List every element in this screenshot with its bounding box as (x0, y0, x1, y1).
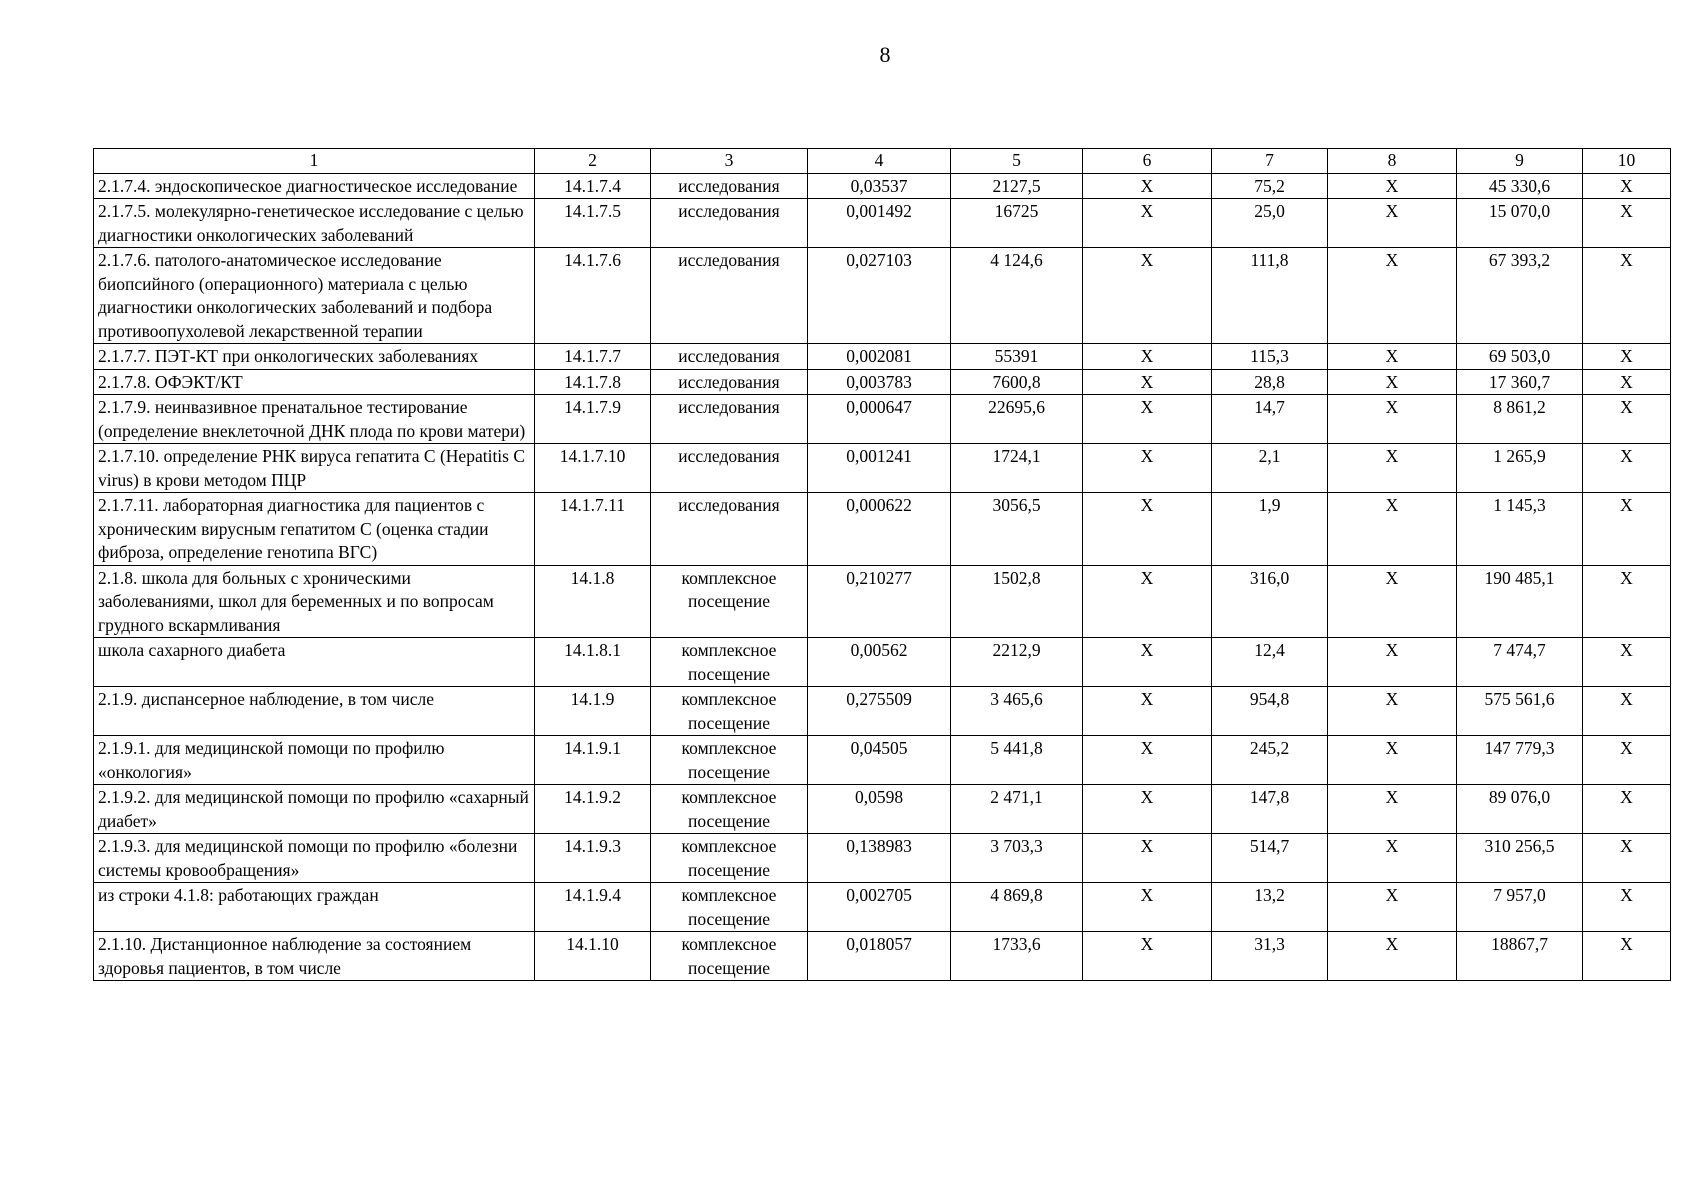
table-cell-col-7: 14,7 (1212, 395, 1328, 444)
table-cell-col-7: 31,3 (1212, 932, 1328, 981)
column-header-5: 5 (951, 149, 1083, 174)
table-cell-col-10: Х (1583, 638, 1671, 687)
table-cell-col-10: Х (1583, 199, 1671, 248)
table-cell-col-6: Х (1083, 932, 1212, 981)
table-row (94, 395, 1671, 444)
table-cell-col-4: 0,002081 (808, 344, 951, 370)
page-number: 8 (879, 42, 891, 67)
table-cell-col-8: Х (1328, 444, 1457, 493)
table-cell-col-2: 14.1.7.7 (535, 344, 651, 370)
table-cell-col-4: 0,000622 (808, 493, 951, 566)
table-row (94, 883, 1671, 932)
table-cell-col-4: 0,001241 (808, 444, 951, 493)
table-cell-col-10: Х (1583, 369, 1671, 395)
table-cell-col-5: 7600,8 (951, 369, 1083, 395)
table-cell-col-2: 14.1.8 (535, 565, 651, 638)
table-row (94, 736, 1671, 785)
table-cell-col-5: 22695,6 (951, 395, 1083, 444)
table-cell-col-2: 14.1.9.4 (535, 883, 651, 932)
table-cell-col-3: исследования (651, 369, 808, 395)
table-cell-col-2: 14.1.7.4 (535, 173, 651, 199)
table-cell-col-4: 0,00562 (808, 638, 951, 687)
table-cell-col-8: Х (1328, 785, 1457, 834)
table-cell-col-7: 316,0 (1212, 565, 1328, 638)
table-cell-col-4: 0,03537 (808, 173, 951, 199)
column-header-8: 8 (1328, 149, 1457, 174)
table-row (94, 173, 1671, 199)
table-cell-col-5: 3 465,6 (951, 687, 1083, 736)
table-cell-col-5: 3056,5 (951, 493, 1083, 566)
table-cell-col-3: исследования (651, 493, 808, 566)
table-cell-col-7: 13,2 (1212, 883, 1328, 932)
table-cell-col-5: 2212,9 (951, 638, 1083, 687)
table-cell-col-5: 1724,1 (951, 444, 1083, 493)
table-cell-col-7: 2,1 (1212, 444, 1328, 493)
table-cell-col-3: исследования (651, 199, 808, 248)
table-cell-col-2: 14.1.7.10 (535, 444, 651, 493)
table-cell-col-8: Х (1328, 932, 1457, 981)
table-cell-col-9: 575 561,6 (1457, 687, 1583, 736)
table-row (94, 932, 1671, 981)
column-header-9: 9 (1457, 149, 1583, 174)
table-cell-col-8: Х (1328, 344, 1457, 370)
table-cell-col-1: 2.1.9.1. для медицинской помощи по профилю «онкология» (94, 736, 535, 785)
table-cell-col-3: комплексное посещение (651, 565, 808, 638)
table-cell-col-2: 14.1.7.5 (535, 199, 651, 248)
table-cell-col-3: исследования (651, 395, 808, 444)
table-cell-col-5: 2127,5 (951, 173, 1083, 199)
table-cell-col-4: 0,027103 (808, 248, 951, 344)
table-cell-col-7: 75,2 (1212, 173, 1328, 199)
table-cell-col-5: 5 441,8 (951, 736, 1083, 785)
table-cell-col-6: Х (1083, 248, 1212, 344)
table-cell-col-9: 17 360,7 (1457, 369, 1583, 395)
table-cell-col-8: Х (1328, 369, 1457, 395)
table-cell-col-4: 0,0598 (808, 785, 951, 834)
table-cell-col-3: исследования (651, 248, 808, 344)
table-cell-col-10: Х (1583, 493, 1671, 566)
table-cell-col-9: 1 265,9 (1457, 444, 1583, 493)
column-header-3: 3 (651, 149, 808, 174)
table-cell-col-2: 14.1.9.2 (535, 785, 651, 834)
table-cell-col-10: Х (1583, 736, 1671, 785)
table-cell-col-1: 2.1.7.4. эндоскопическое диагностическое исследование (94, 173, 535, 199)
table-cell-col-2: 14.1.10 (535, 932, 651, 981)
table-cell-col-7: 245,2 (1212, 736, 1328, 785)
table-cell-col-5: 16725 (951, 199, 1083, 248)
table-row (94, 565, 1671, 638)
table-cell-col-3: комплексное посещение (651, 687, 808, 736)
table-cell-col-10: Х (1583, 687, 1671, 736)
table-cell-col-3: исследования (651, 344, 808, 370)
table-cell-col-2: 14.1.9.3 (535, 834, 651, 883)
table-cell-col-4: 0,002705 (808, 883, 951, 932)
table-cell-col-10: Х (1583, 173, 1671, 199)
table-cell-col-1: 2.1.7.9. неинвазивное пренатальное тестирование (определение внеклеточной ДНК плода по крови матери) (94, 395, 535, 444)
table-cell-col-9: 1 145,3 (1457, 493, 1583, 566)
table-cell-col-6: Х (1083, 638, 1212, 687)
table-cell-col-1: 2.1.7.11. лабораторная диагностика для пациентов с хроническим вирусным гепатитом С (оценка стадии фиброза, определение генотипа ВГС) (94, 493, 535, 566)
table-cell-col-8: Х (1328, 173, 1457, 199)
table-row (94, 834, 1671, 883)
table-cell-col-6: Х (1083, 883, 1212, 932)
table-cell-col-10: Х (1583, 344, 1671, 370)
table-cell-col-4: 0,04505 (808, 736, 951, 785)
table-row (94, 444, 1671, 493)
table-cell-col-3: комплексное посещение (651, 834, 808, 883)
table-cell-col-3: комплексное посещение (651, 638, 808, 687)
table-cell-col-9: 15 070,0 (1457, 199, 1583, 248)
table-cell-col-6: Х (1083, 565, 1212, 638)
table-cell-col-10: Х (1583, 785, 1671, 834)
table-cell-col-1: 2.1.10. Дистанционное наблюдение за состоянием здоровья пациентов, в том числе (94, 932, 535, 981)
table-cell-col-6: Х (1083, 199, 1212, 248)
table-cell-col-4: 0,138983 (808, 834, 951, 883)
table-cell-col-10: Х (1583, 444, 1671, 493)
table-cell-col-7: 1,9 (1212, 493, 1328, 566)
table-cell-col-2: 14.1.7.6 (535, 248, 651, 344)
table-cell-col-10: Х (1583, 395, 1671, 444)
table-cell-col-9: 7 957,0 (1457, 883, 1583, 932)
table-cell-col-7: 111,8 (1212, 248, 1328, 344)
table-cell-col-1: школа сахарного диабета (94, 638, 535, 687)
table-row (94, 638, 1671, 687)
table-cell-col-7: 28,8 (1212, 369, 1328, 395)
table-cell-col-1: 2.1.9. диспансерное наблюдение, в том числе (94, 687, 535, 736)
table-cell-col-6: Х (1083, 493, 1212, 566)
table-cell-col-2: 14.1.8.1 (535, 638, 651, 687)
table-cell-col-9: 18867,7 (1457, 932, 1583, 981)
table-cell-col-4: 0,001492 (808, 199, 951, 248)
table-cell-col-10: Х (1583, 565, 1671, 638)
table-cell-col-3: исследования (651, 173, 808, 199)
table-cell-col-6: Х (1083, 736, 1212, 785)
table-cell-col-2: 14.1.7.9 (535, 395, 651, 444)
table-cell-col-9: 7 474,7 (1457, 638, 1583, 687)
table-header (94, 149, 1671, 174)
table-cell-col-7: 514,7 (1212, 834, 1328, 883)
table-cell-col-5: 4 124,6 (951, 248, 1083, 344)
table-cell-col-2: 14.1.9.1 (535, 736, 651, 785)
table-cell-col-6: Х (1083, 444, 1212, 493)
table-cell-col-5: 55391 (951, 344, 1083, 370)
table-cell-col-6: Х (1083, 785, 1212, 834)
table-cell-col-9: 190 485,1 (1457, 565, 1583, 638)
table-cell-col-10: Х (1583, 834, 1671, 883)
table-cell-col-3: комплексное посещение (651, 736, 808, 785)
table-row (94, 493, 1671, 566)
table-cell-col-5: 2 471,1 (951, 785, 1083, 834)
table-cell-col-8: Х (1328, 199, 1457, 248)
table-cell-col-9: 67 393,2 (1457, 248, 1583, 344)
column-header-4: 4 (808, 149, 951, 174)
table-cell-col-8: Х (1328, 883, 1457, 932)
table-cell-col-9: 310 256,5 (1457, 834, 1583, 883)
table-cell-col-6: Х (1083, 687, 1212, 736)
table-cell-col-5: 1502,8 (951, 565, 1083, 638)
table-cell-col-9: 45 330,6 (1457, 173, 1583, 199)
table-cell-col-8: Х (1328, 565, 1457, 638)
table-cell-col-3: комплексное посещение (651, 785, 808, 834)
table-cell-col-6: Х (1083, 369, 1212, 395)
column-header-2: 2 (535, 149, 651, 174)
table-cell-col-4: 0,018057 (808, 932, 951, 981)
table-cell-col-3: комплексное посещение (651, 883, 808, 932)
table-cell-col-5: 4 869,8 (951, 883, 1083, 932)
table-row (94, 369, 1671, 395)
table-cell-col-8: Х (1328, 248, 1457, 344)
table-cell-col-8: Х (1328, 736, 1457, 785)
table-cell-col-7: 12,4 (1212, 638, 1328, 687)
table-row (94, 199, 1671, 248)
table-cell-col-7: 115,3 (1212, 344, 1328, 370)
table-cell-col-9: 8 861,2 (1457, 395, 1583, 444)
table-cell-col-1: 2.1.8. школа для больных с хроническими заболеваниями, школ для беременных и по вопросам грудного вскармливания (94, 565, 535, 638)
data-table (93, 148, 1671, 981)
table-cell-col-1: 2.1.7.6. патолого-анатомическое исследование биопсийного (операционного) материала с целью диагностики онкологических заболеваний и подбора противоопухолевой лекарственной терапии (94, 248, 535, 344)
header-row (94, 149, 1671, 174)
table-cell-col-7: 147,8 (1212, 785, 1328, 834)
table-row (94, 687, 1671, 736)
table-cell-col-7: 25,0 (1212, 199, 1328, 248)
table-cell-col-10: Х (1583, 932, 1671, 981)
table-cell-col-1: 2.1.7.10. определение РНК вируса гепатита С (Hepatitis C virus) в крови методом ПЦР (94, 444, 535, 493)
table-cell-col-2: 14.1.9 (535, 687, 651, 736)
column-header-6: 6 (1083, 149, 1212, 174)
table-cell-col-1: 2.1.7.8. ОФЭКТ/КТ (94, 369, 535, 395)
table-row (94, 344, 1671, 370)
table-cell-col-3: комплексное посещение (651, 932, 808, 981)
table-cell-col-1: 2.1.7.5. молекулярно-генетическое исследование с целью диагностики онкологических заболеваний (94, 199, 535, 248)
table-cell-col-6: Х (1083, 834, 1212, 883)
table-cell-col-6: Х (1083, 173, 1212, 199)
table-cell-col-3: исследования (651, 444, 808, 493)
table-cell-col-8: Х (1328, 638, 1457, 687)
table-cell-col-4: 0,210277 (808, 565, 951, 638)
table-cell-col-8: Х (1328, 493, 1457, 566)
table-cell-col-8: Х (1328, 395, 1457, 444)
table-cell-col-6: Х (1083, 395, 1212, 444)
table-cell-col-10: Х (1583, 883, 1671, 932)
table-body (94, 173, 1671, 981)
table-cell-col-1: 2.1.7.7. ПЭТ-КТ при онкологических заболеваниях (94, 344, 535, 370)
table-cell-col-4: 0,003783 (808, 369, 951, 395)
table-cell-col-8: Х (1328, 687, 1457, 736)
table-cell-col-5: 3 703,3 (951, 834, 1083, 883)
table-cell-col-9: 147 779,3 (1457, 736, 1583, 785)
table-cell-col-9: 89 076,0 (1457, 785, 1583, 834)
table-cell-col-1: 2.1.9.3. для медицинской помощи по профилю «болезни системы кровообращения» (94, 834, 535, 883)
table-cell-col-1: 2.1.9.2. для медицинской помощи по профилю «сахарный диабет» (94, 785, 535, 834)
table-cell-col-9: 69 503,0 (1457, 344, 1583, 370)
table-cell-col-4: 0,000647 (808, 395, 951, 444)
table-cell-col-1: из строки 4.1.8: работающих граждан (94, 883, 535, 932)
table-row (94, 248, 1671, 344)
column-header-7: 7 (1212, 149, 1328, 174)
column-header-1: 1 (94, 149, 535, 174)
table-row (94, 785, 1671, 834)
table-cell-col-8: Х (1328, 834, 1457, 883)
table-cell-col-4: 0,275509 (808, 687, 951, 736)
table-cell-col-10: Х (1583, 248, 1671, 344)
table-cell-col-2: 14.1.7.8 (535, 369, 651, 395)
column-header-10: 10 (1583, 149, 1671, 174)
table-cell-col-6: Х (1083, 344, 1212, 370)
table-cell-col-7: 954,8 (1212, 687, 1328, 736)
table-cell-col-2: 14.1.7.11 (535, 493, 651, 566)
table-cell-col-5: 1733,6 (951, 932, 1083, 981)
